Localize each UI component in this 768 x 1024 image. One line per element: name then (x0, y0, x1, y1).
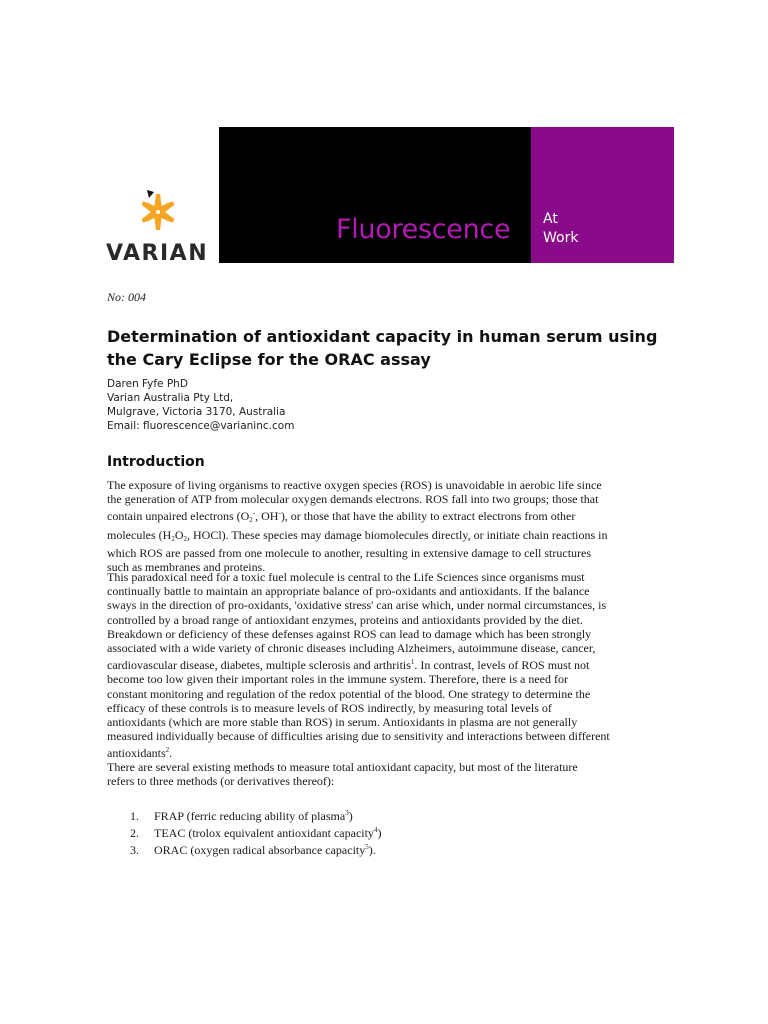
author-address: Mulgrave, Victoria 3170, Australia (107, 406, 286, 418)
text-line: associated with a wide variety of chronic diseases including Alzheimers, autoimmune disease, cancer, (107, 641, 596, 656)
list-item: 3. ORAC (oxygen radical absorbance capacity$^5$). (130, 843, 376, 858)
text-line: antioxidants$^2$. (107, 746, 173, 761)
varian-wordmark: VARIAN (106, 241, 209, 266)
text-line: efficacy of these controls is to measure levels of ROS indirectly, by measuring total levels of (107, 700, 552, 715)
text-line: controlled by a broad range of antioxidant enzymes, proteins and antioxidants provided by the diet. (107, 612, 583, 627)
document-title: Determination of antioxidant capacity in human serum using the Cary Eclipse for the ORAC assay (107, 327, 658, 369)
author-name: Daren Fyfe PhD (107, 378, 188, 390)
text-line: sways in the direction of pro-oxidants, 'oxidative stress' can arise which, under normal circumstances, is (107, 598, 607, 613)
document-number: No: 004 (107, 290, 146, 304)
author-company: Varian Australia Pty Ltd, (107, 392, 234, 404)
text-line: This paradoxical need for a toxic fuel molecule is central to the Life Sciences since organisms must (107, 570, 585, 584)
text-line: measured individually because of difficulties arising due to sensitivity and interactions between different (107, 729, 610, 744)
paragraph-1 (107, 478, 662, 574)
text-line: cardiovascular disease, diabetes, multiple sclerosis and arthritis$^1$. In contrast, levels of ROS must not (107, 658, 590, 673)
text-line: continually battle to maintain an appropriate balance of pro-oxidants and antioxidants. If the balance (107, 584, 590, 599)
text-line: There are several existing methods to measure total antioxidant capacity, but most of the literature (107, 760, 578, 774)
list-item: 2. TEAC (trolox equivalent antioxidant capacity$^4$) (130, 826, 382, 841)
banner-subtitle-line-1: At (543, 211, 558, 227)
list-item: 1. FRAP (ferric reducing ability of plasma$^3$) (130, 809, 353, 823)
paragraph-3 (107, 760, 662, 788)
text-line: Breakdown or deficiency of these defenses against ROS can lead to damage which has been strongly (107, 626, 592, 641)
text-line: the generation of ATP from molecular oxygen demands electrons. ROS fall into two groups; those that (107, 492, 599, 507)
text-line: which ROS are passed from one molecule to another, resulting in extensive damage to cell structures (107, 545, 592, 560)
methods-list (130, 806, 381, 858)
paragraph-2 (107, 570, 662, 761)
section-heading-introduction: Introduction (107, 454, 205, 470)
text-line: The exposure of living organisms to reactive oxygen species (ROS) is unavoidable in aerobic life since (107, 478, 602, 492)
author-block (107, 377, 294, 433)
text-line: such as membranes and proteins. (107, 560, 266, 575)
text-line: contain unpaired electrons ($O_2^-$, OH-), or those that have the ability to extract electrons from other (107, 509, 576, 525)
banner-subtitle (543, 210, 578, 248)
banner-title: Fluorescence (336, 214, 511, 245)
text-line: become too low given their important roles in the immune system. Therefore, there is a need for (107, 672, 568, 687)
text-line: refers to three methods (or derivatives thereof): (107, 774, 335, 789)
text-line: molecules ($H_2O_2$, HOCl). These species may damage biomolecules directly, or initiate chain reactions in (107, 527, 608, 543)
text-line: constant monitoring and regulation of the redox potential of the blood. One strategy to determine the (107, 686, 591, 701)
text-line: antioxidants (which are more stable than ROS) in serum. Antioxidants in plasma are not generally (107, 715, 578, 730)
banner-subtitle-line-2: Work (543, 230, 579, 246)
author-email[interactable]: Email: fluorescence@varianinc.com (107, 420, 295, 432)
